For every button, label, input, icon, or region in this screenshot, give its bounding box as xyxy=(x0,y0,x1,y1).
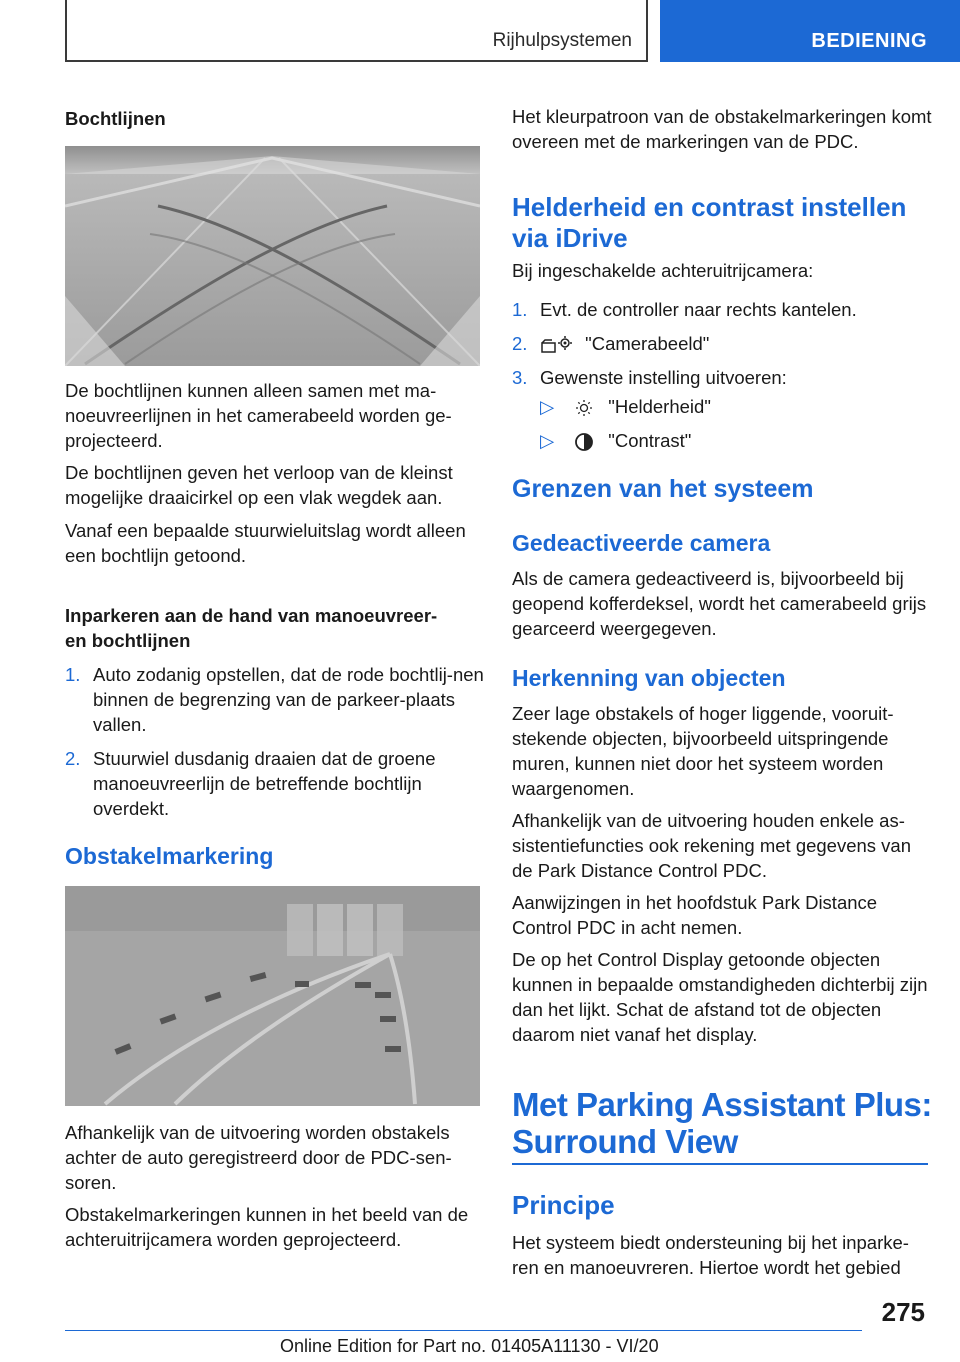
left-paragraph-2: De bochtlijnen geven het verloop van de kleinst mogelijke draaicirkel op een vlak wegdek aan. xyxy=(65,462,453,508)
header-section-box xyxy=(65,0,648,62)
heading-helderheid xyxy=(512,192,906,254)
substep-text: "Helderheid" xyxy=(608,396,711,417)
step-text: Evt. de controller naar rechts kantelen. xyxy=(540,299,857,320)
heading-surround-view xyxy=(512,1086,932,1160)
substep-text: "Contrast" xyxy=(608,430,692,451)
left-paragraph-4: Afhankelijk van de uitvoering worden obstakels achter de auto geregistreerd door de PDC-sen-soren. xyxy=(65,1122,452,1193)
step-number: 2. xyxy=(65,748,81,769)
heading-principe: Principe xyxy=(512,1190,615,1220)
list-item xyxy=(540,394,920,419)
figure-obstacle-markers-graphic xyxy=(65,886,480,1106)
right-steps-list xyxy=(512,297,932,390)
footer-divider xyxy=(65,1330,862,1331)
heading-surround-view-line2: Surround View xyxy=(512,1123,738,1160)
heading-inparkeren-line2: en bochtlijnen xyxy=(65,630,191,651)
left-steps-list xyxy=(65,662,485,821)
left-paragraph-5: Obstakelmarkeringen kunnen in het beeld van de achteruitrijcamera worden geprojecteerd. xyxy=(65,1204,469,1250)
heading-obstakelmarkering: Obstakelmarkering xyxy=(65,843,274,869)
substep-bullet: ▷ xyxy=(540,396,555,417)
section-divider xyxy=(512,1163,928,1165)
heading-grenzen: Grenzen van het systeem xyxy=(512,475,814,503)
step-text: "Camerabeeld" xyxy=(585,333,710,354)
list-item xyxy=(65,662,485,737)
figure-obstacle-markers xyxy=(65,886,480,1106)
header-section-title: Rijhulpsystemen xyxy=(492,30,632,51)
right-paragraph-2: Bij ingeschakelde achteruitrijcamera: xyxy=(512,260,814,281)
contrast-icon xyxy=(573,432,595,452)
figure-curve-lines xyxy=(65,146,480,366)
right-substeps xyxy=(540,394,920,453)
header-chapter-title: BEDIENING xyxy=(811,30,927,52)
step-number: 3. xyxy=(512,367,528,388)
heading-inparkeren-line1: Inparkeren aan de hand van manoeuvreer- xyxy=(65,605,438,626)
camera-settings-icon xyxy=(540,335,574,355)
heading-herkenning: Herkenning van objecten xyxy=(512,665,786,691)
right-paragraph-7: De op het Control Display getoonde objecten kunnen in bepaalde omstandigheden dichterbij zijn dan het lijkt. Schat de afstand tot de objecten daarom niet vanaf het display. xyxy=(512,949,928,1045)
right-paragraph-4: Zeer lage obstakels of hoger liggende, vooruit-stekende objecten, bijvoorbeeld uitspringende muren, kunnen niet door het systeem worden waargenomen. xyxy=(512,703,894,799)
left-paragraph-3: Vanaf een bepaalde stuurwieluitslag wordt alleen een bochtlijn getoond. xyxy=(65,520,466,566)
right-paragraph-5: Afhankelijk van de uitvoering houden enkele as-sistentiefuncties ook rekening met gegevens van de Park Distance Control PDC. xyxy=(512,810,912,881)
list-item xyxy=(540,428,920,453)
heading-inparkeren xyxy=(65,603,485,653)
header-chapter-box xyxy=(660,0,960,62)
figure-curve-lines-graphic xyxy=(65,146,480,366)
right-paragraph-1: Het kleurpatroon van de obstakelmarkeringen komt overeen met de markeringen van de PDC. xyxy=(512,106,932,152)
brightness-icon xyxy=(573,398,595,418)
step-text: Gewenste instelling uitvoeren: xyxy=(540,367,787,388)
step-text: Auto zodanig opstellen, dat de rode bochtlij-nen binnen de begrenzing van de parkeer-plaats vallen. xyxy=(93,664,484,735)
left-paragraph-1: De bochtlijnen kunnen alleen samen met ma-noeuvreerlijnen in het camerabeeld worden ge-projecteerd. xyxy=(65,380,452,451)
heading-gedeactiveerde-camera: Gedeactiveerde camera xyxy=(512,530,771,556)
heading-helderheid-line1: Helderheid en contrast instellen xyxy=(512,192,907,222)
step-number: 2. xyxy=(512,333,528,354)
footer-edition: Online Edition for Part no. 01405A11130 - VI/20 xyxy=(280,1336,659,1356)
list-item xyxy=(512,297,932,322)
list-item xyxy=(512,331,932,356)
step-text: Stuurwiel dusdanig draaien dat de groene manoeuvreerlijn de betreffende bochtlijn overdekt. xyxy=(93,748,436,819)
list-item xyxy=(65,746,485,821)
heading-bochtlijnen: Bochtlijnen xyxy=(65,108,166,129)
right-paragraph-3: Als de camera gedeactiveerd is, bijvoorbeeld bij geopend kofferdeksel, wordt het camerabeeld grijs gearceerd weergegeven. xyxy=(512,568,927,639)
right-paragraph-8: Het systeem biedt ondersteuning bij het inparke-ren en manoeuvreren. Hiertoe wordt het gebied xyxy=(512,1232,909,1278)
heading-helderheid-line2: via iDrive xyxy=(512,223,628,253)
substep-bullet: ▷ xyxy=(540,430,555,451)
page-number: 275 xyxy=(881,1297,925,1327)
list-item xyxy=(512,365,932,390)
step-number: 1. xyxy=(65,664,81,685)
heading-surround-view-line1: Met Parking Assistant Plus: xyxy=(512,1086,932,1123)
right-paragraph-6: Aanwijzingen in het hoofdstuk Park Distance Control PDC in acht nemen. xyxy=(512,892,878,938)
step-number: 1. xyxy=(512,299,528,320)
